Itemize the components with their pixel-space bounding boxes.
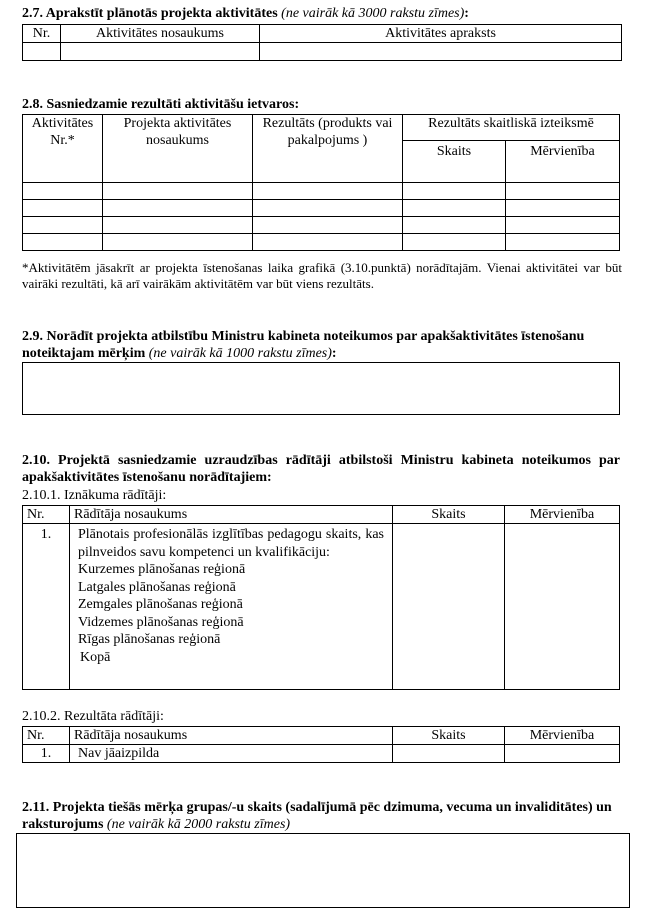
table-2-7: [22, 24, 622, 61]
th-project-activity: Projekta aktivitātes nosaukums: [103, 115, 253, 183]
r2-nr: 1.: [23, 745, 70, 763]
footnote-2-8: *Aktivitātēm jāsakrīt ar projekta īstenošanas laika grafikā (3.10.punktā) norādītajām. Vienai aktivitātei var būt vairāki rezultāti, kā arī vairākām aktivitātēm var būt viens rezultāts.: [22, 260, 622, 291]
cell-input[interactable]: [260, 43, 622, 61]
textarea-2-9[interactable]: [22, 362, 620, 415]
cell-input[interactable]: [505, 524, 620, 690]
s29-note: (ne vairāk kā 1000 rakstu zīmes): [148, 346, 332, 361]
table-2-10-2: [22, 726, 620, 763]
region-kurzeme: Kurzemes plānošanas reģionā: [78, 562, 246, 577]
region-vidzeme: Vidzemes plānošanas reģionā: [78, 614, 244, 630]
cell-input[interactable]: [403, 183, 506, 200]
cell-input[interactable]: [103, 234, 253, 251]
section-2-9-title: [22, 328, 622, 362]
cell-input[interactable]: [506, 200, 620, 217]
cell-input[interactable]: [506, 234, 620, 251]
cell-input[interactable]: [393, 524, 505, 690]
th-nr: Nr.: [23, 727, 70, 745]
subsection-2-10-2: 2.10.2. Rezultāta rādītāji:: [22, 709, 164, 724]
section-2-7-title: 2.7. Aprakstīt plānotās projekta aktivitātes (ne vairāk kā 3000 rakstu zīmes):: [22, 6, 469, 21]
th-numeric: Rezultāts skaitliskā izteiksmē: [403, 115, 620, 141]
cell-input[interactable]: [23, 217, 103, 234]
s27-title-text: 2.7. Aprakstīt plānotās projekta aktivitātes: [22, 6, 278, 21]
row1-nr: 1.: [23, 524, 70, 690]
cell-input[interactable]: [103, 217, 253, 234]
section-2-8-title: 2.8. Sasniedzamie rezultāti aktivitāšu ietvaros:: [22, 97, 300, 112]
th-skaits: Skaits: [393, 727, 505, 745]
section-2-10-title: 2.10. Projektā sasniedzamie uzraudzības rādītāji atbilstoši Ministru kabineta noteikumos par apakšaktivitātes īstenošanu norādītajiem:: [22, 453, 620, 485]
th-nr: Nr.: [23, 25, 61, 43]
s211-note: (ne vairāk kā 2000 rakstu zīmes): [106, 817, 291, 832]
th-skaits: Skaits: [403, 141, 506, 183]
cell-input[interactable]: [103, 200, 253, 217]
th-result: Rezultāts (produkts vai pakalpojums ): [253, 115, 403, 183]
region-zemgale: Zemgales plānošanas reģionā: [78, 597, 243, 612]
cell-input[interactable]: [403, 234, 506, 251]
cell-input[interactable]: [403, 200, 506, 217]
s29-title-text: 2.9. Norādīt projekta atbilstību Ministru kabineta noteikumos par apakšaktivitātes īstenošanu noteiktajam mērķim: [22, 329, 585, 361]
cell-input[interactable]: [403, 217, 506, 234]
table-2-8: [22, 114, 620, 251]
cell-input[interactable]: [23, 234, 103, 251]
s27-note: (ne vairāk kā 3000 rakstu zīmes): [281, 6, 465, 21]
cell-input[interactable]: [61, 43, 260, 61]
th-skaits: Skaits: [393, 506, 505, 524]
region-latgale: Latgales plānošanas reģionā: [78, 579, 236, 595]
cell-input[interactable]: [253, 183, 403, 200]
cell-input[interactable]: [506, 183, 620, 200]
cell-input[interactable]: [253, 200, 403, 217]
s211-title-text: 2.11. Projekta tiešās mērķa grupas/-u skaits (sadalījumā pēc dzimuma, vecuma un invaliditātes) un raksturojums: [22, 800, 612, 832]
cell-input[interactable]: [23, 200, 103, 217]
cell-input[interactable]: [505, 745, 620, 763]
th-indicator-name: Rādītāja nosaukums: [70, 727, 393, 745]
subsection-2-10-1: 2.10.1. Iznākuma rādītāji:: [22, 488, 167, 503]
cell-input[interactable]: [506, 217, 620, 234]
region-riga: Rīgas plānošanas reģionā: [78, 632, 221, 647]
cell-input[interactable]: [103, 183, 253, 200]
textarea-2-11[interactable]: [16, 833, 630, 908]
th-activity-nr: Aktivitātes Nr.*: [23, 115, 103, 183]
s29-colon: :: [331, 346, 337, 361]
total-label: Kopā: [80, 649, 111, 665]
cell-input[interactable]: [253, 234, 403, 251]
cell-input[interactable]: [393, 745, 505, 763]
cell-input[interactable]: [23, 43, 61, 61]
th-mervieniba: Mērvienība: [505, 506, 620, 524]
th-activity-desc: Aktivitātes apraksts: [260, 25, 622, 43]
th-activity-name: Aktivitātes nosaukums: [61, 25, 260, 43]
row1-name: Plānotais profesionālās izglītības pedagogu skaits, kas pilnveidos savu kompetenci un kvalifikāciju:: [78, 527, 384, 560]
section-2-11-title: [22, 799, 620, 833]
cell-input[interactable]: [23, 183, 103, 200]
th-mervieniba: Mērvienība: [505, 727, 620, 745]
th-nr: Nr.: [23, 506, 70, 524]
cell-input[interactable]: [253, 217, 403, 234]
table-2-10-1: [22, 505, 620, 690]
th-indicator-name: Rādītāja nosaukums: [70, 506, 393, 524]
r2-name: Nav jāaizpilda: [70, 745, 393, 763]
row1-indicator: [70, 524, 393, 690]
th-mervieniba: Mērvienība: [506, 141, 620, 183]
